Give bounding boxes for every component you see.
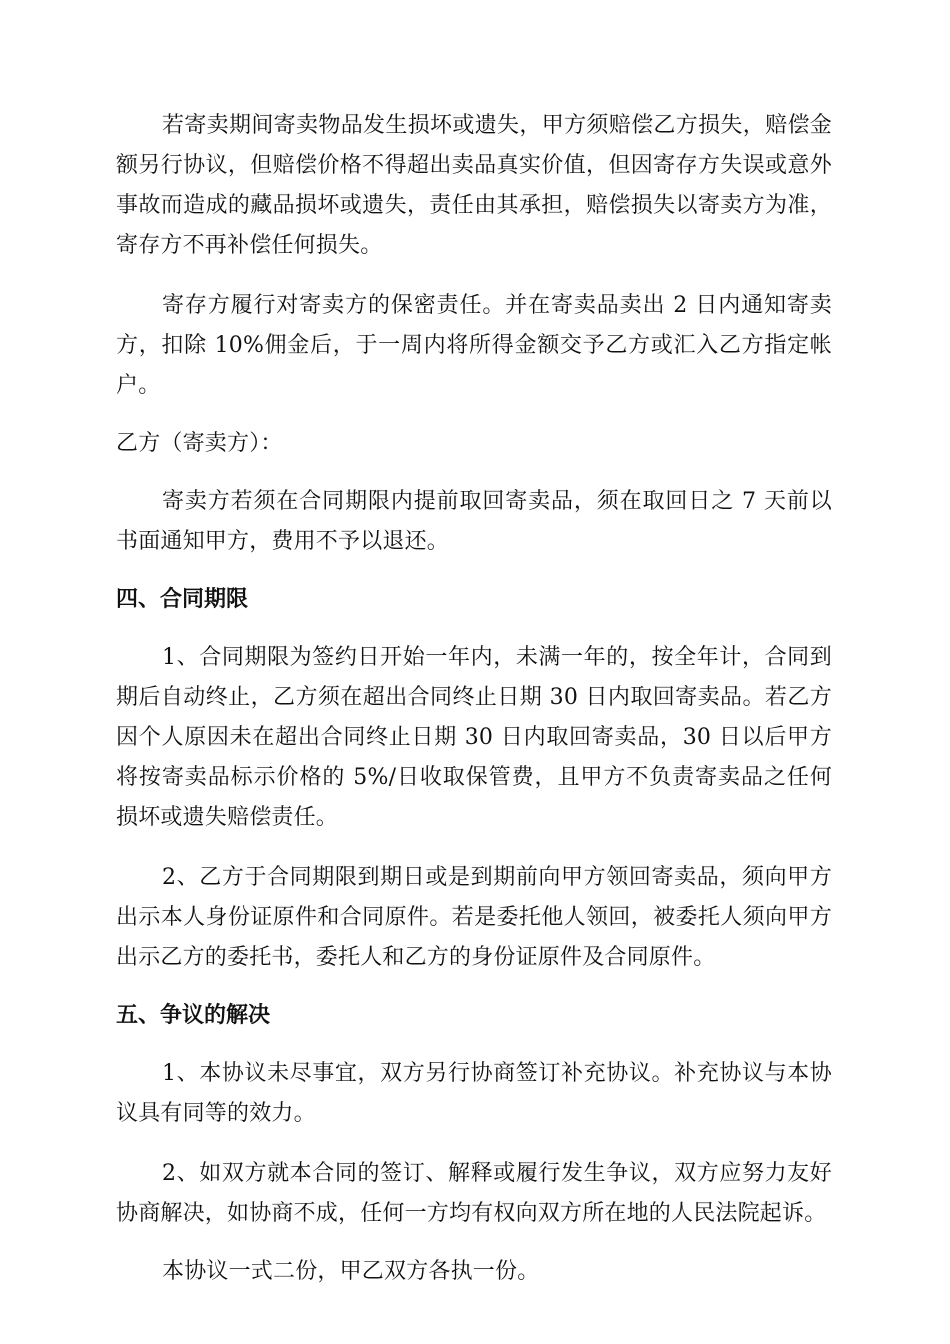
section-title-dispute-resolution: 五、争议的解决 (116, 1003, 271, 1028)
section-title-contract-term: 四、合同期限 (116, 587, 249, 612)
clause-contract-term-2: 2、乙方于合同期限到期日或是到期前向甲方领回寄卖品，须向甲方出示本人身份证原件和合同原件。若是委托他人领回，被委托人须向甲方出示乙方的委托书，委托人和乙方的身份证原件及合同原件。 (116, 865, 832, 970)
clause-dispute-2: 2、如双方就本合同的签订、解释或履行发生争议，双方应努力友好协商解决，如协商不成，任何一方均有权向双方所在地的人民法院起诉。 (116, 1161, 832, 1226)
paragraph-damage-compensation: 若寄卖期间寄卖物品发生损坏或遗失，甲方须赔偿乙方损失，赔偿金额另行协议，但赔偿价格不得超出卖品真实价值，但因寄存方失误或意外事故而造成的藏品损坏或遗失，责任由其承担，赔偿损失以寄卖方为准，寄存方不再补偿任何损失。 (116, 113, 832, 258)
paragraph-early-withdrawal: 寄卖方若须在合同期限内提前取回寄卖品，须在取回日之 7 天前以书面通知甲方，费用不予以退还。 (116, 489, 832, 554)
closing-statement: 本协议一式二份，甲乙双方各执一份。 (162, 1259, 540, 1284)
clause-dispute-1: 1、本协议未尽事宜，双方另行协商签订补充协议。补充协议与本协议具有同等的效力。 (116, 1061, 832, 1126)
party-b-label: 乙方（寄卖方）： (116, 431, 283, 456)
paragraph-confidentiality: 寄存方履行对寄卖方的保密责任。并在寄卖品卖出 2 日内通知寄卖方，扣除 10%佣金后，于一周内将所得金额交予乙方或汇入乙方指定帐户。 (116, 293, 832, 398)
document-page (116, 106, 832, 1292)
clause-contract-term-1: 1、合同期限为签约日开始一年内，未满一年的，按全年计，合同到期后自动终止，乙方须在超出合同终止日期 30 日内取回寄卖品。若乙方因个人原因未在超出合同终止日期 30 日内取回寄卖品，30 日以后甲方将按寄卖品标示价格的 5%/日收取保管费，且甲方不负责寄卖品之任何损坏或遗失赔偿责任。 (116, 645, 832, 830)
